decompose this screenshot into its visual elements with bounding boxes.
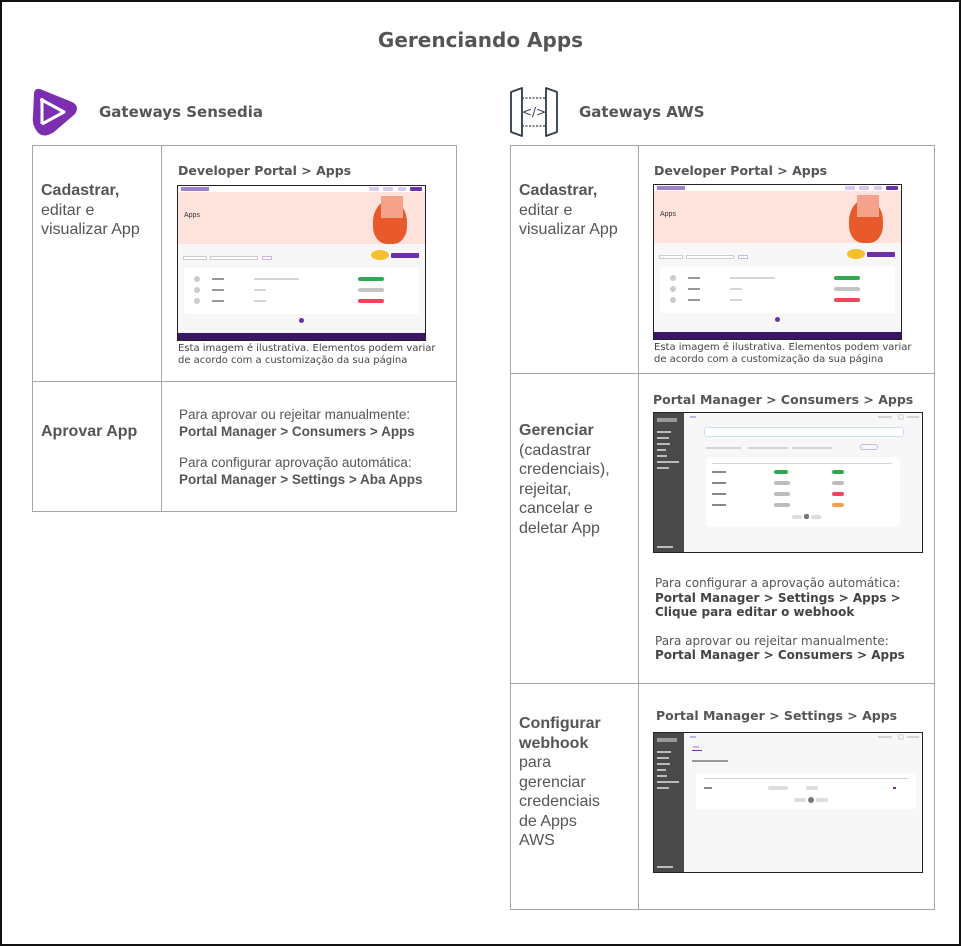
caption-line: Esta imagem é ilustrativa. Elementos podem variar (654, 342, 912, 353)
manage-instructions (655, 576, 905, 663)
dp-nav-button (886, 186, 898, 190)
aws-row-register (511, 146, 934, 373)
sensedia-heading: Gateways Sensedia (99, 103, 263, 121)
pm-logo (657, 418, 677, 422)
aws-row-webhook (511, 683, 934, 909)
dp-nav-link (845, 186, 855, 190)
pm-breadcrumb (690, 736, 696, 738)
pm-tab-apps (693, 746, 699, 748)
pm-cell (712, 504, 726, 506)
dp-create-button (867, 252, 895, 257)
row-label (41, 422, 137, 442)
row-label-cell (33, 146, 162, 381)
dp-logo (657, 186, 685, 190)
pm-status (832, 470, 844, 474)
caption-line: de acordo com a customização da sua página (178, 355, 408, 366)
dp-text (212, 300, 224, 302)
dp-text (254, 289, 266, 291)
pointing-hand-icon (847, 249, 865, 259)
pm-webhook-table (696, 773, 916, 809)
pm-nav-item (657, 455, 667, 457)
sensedia-table (32, 145, 457, 512)
settings-apps-screenshot (653, 732, 923, 873)
pm-page (804, 514, 809, 519)
dp-avatar (670, 297, 676, 303)
dp-text (212, 289, 224, 291)
pm-status (774, 470, 788, 474)
pm-status (832, 481, 844, 485)
breadcrumb: Portal Manager > Settings > Apps (656, 708, 898, 723)
dp-text (688, 288, 700, 290)
dp-text (730, 277, 775, 279)
label-line: editar e (41, 201, 95, 219)
pm-next (811, 515, 821, 519)
pm-page (808, 797, 814, 803)
dp-avatar (194, 287, 200, 293)
label-bold: Configurar (519, 715, 601, 732)
pm-cell (712, 493, 726, 495)
label-line: gerenciar (519, 773, 586, 791)
pm-header (704, 778, 908, 779)
pm-nav-item (657, 449, 666, 451)
pm-nav-item (657, 757, 669, 759)
menu-path: Clique para editar o webhook (655, 605, 855, 619)
label-line: visualizar App (519, 221, 618, 238)
dp-hero-title: Apps (660, 211, 676, 218)
pm-user-name (907, 416, 919, 418)
pm-cell (712, 482, 726, 484)
label-line: AWS (519, 832, 555, 849)
dp-pagination (299, 318, 304, 323)
pm-pill (768, 786, 788, 790)
pm-search-button (860, 444, 878, 450)
dp-app-list (184, 268, 419, 314)
pm-status (774, 503, 790, 507)
aws-heading: Gateways AWS (579, 103, 705, 121)
edit-icon[interactable] (893, 787, 896, 789)
illustration-panel (381, 196, 403, 218)
sensedia-row-register (33, 146, 456, 381)
aws-gateway-icon (508, 86, 560, 138)
dp-text (212, 278, 224, 280)
breadcrumb: Developer Portal > Apps (178, 163, 352, 178)
dp-row (184, 276, 419, 284)
pm-cell (704, 787, 712, 789)
pm-content (684, 413, 922, 552)
dp-row (660, 297, 895, 305)
sensedia-row-approve (33, 381, 456, 511)
pm-prev (792, 515, 802, 519)
pm-nav-item (657, 763, 670, 765)
pm-content (684, 733, 922, 872)
pm-prev (794, 798, 806, 802)
row-content-cell (162, 146, 456, 381)
row-content-cell (639, 374, 934, 683)
pm-nav-item (657, 443, 670, 445)
dp-search-btn (738, 255, 748, 259)
instruction-text: Para configurar aprovação automática: (179, 455, 412, 470)
label-bold: Gerenciar (519, 422, 594, 439)
menu-path: Portal Manager > Settings > Apps > (655, 590, 901, 605)
dp-nav-link (383, 187, 393, 191)
dp-hero (654, 191, 901, 243)
dp-text (254, 300, 266, 302)
menu-path: Portal Manager > Settings > Aba Apps (179, 471, 423, 487)
menu-path: Portal Manager > Consumers > Apps (655, 648, 905, 662)
pm-pill (806, 786, 818, 790)
caption-line: Esta imagem é ilustrativa. Elementos podem variar (178, 343, 436, 354)
pm-nav-item (657, 769, 666, 771)
menu-path: Portal Manager > Consumers > Apps (179, 423, 415, 439)
row-label-cell (511, 146, 639, 373)
pm-filter (706, 447, 741, 449)
label-line: rejeitar, (519, 480, 572, 498)
dp-filter (183, 256, 207, 260)
instruction-text: Para aprovar ou rejeitar manualmente: (179, 407, 411, 422)
dp-status (358, 299, 384, 303)
label-line: editar e (519, 201, 573, 219)
pm-breadcrumb (690, 416, 696, 418)
aws-header (508, 86, 705, 138)
instruction-text: Para aprovar ou rejeitar manualmente: (655, 633, 889, 648)
dp-nav-link (369, 187, 379, 191)
dp-row (184, 298, 419, 306)
dp-avatar (670, 275, 676, 281)
dp-hero-title: Apps (184, 212, 200, 219)
dp-text (254, 278, 299, 280)
pm-status (774, 492, 790, 496)
sensedia-header (28, 86, 263, 138)
row-content-cell (162, 382, 456, 511)
sensedia-logo-icon (28, 86, 82, 138)
dp-avatar (670, 286, 676, 292)
label-line: deletar App (519, 519, 600, 537)
developer-portal-screenshot (177, 185, 426, 341)
row-label (519, 421, 610, 538)
dp-hero (178, 192, 425, 244)
pm-logo (657, 738, 677, 742)
pm-nav-item (657, 775, 667, 777)
dp-row (660, 286, 895, 294)
dp-nav-link (874, 186, 882, 190)
svg-text:</>: </> (521, 105, 547, 119)
label-line: cancelar e (519, 500, 593, 517)
row-label-cell (511, 684, 639, 909)
pm-next (816, 798, 828, 802)
pm-tab-underline (692, 750, 702, 751)
consumers-apps-screenshot (653, 412, 923, 553)
row-content-cell (639, 684, 934, 909)
dp-search (210, 256, 258, 260)
approve-instructions (179, 407, 423, 488)
dp-footer (654, 332, 901, 339)
pm-header (712, 463, 892, 464)
row-label-cell (33, 382, 162, 511)
row-label (519, 714, 601, 851)
breadcrumb: Portal Manager > Consumers > Apps (653, 392, 914, 407)
dp-nav-link (859, 186, 869, 190)
pm-status (774, 481, 790, 485)
dp-app-list (660, 267, 895, 313)
pm-nav-item (657, 431, 671, 433)
row-content-cell (639, 146, 934, 373)
dp-footer (178, 333, 425, 340)
pm-footer-logo (657, 866, 673, 868)
pointing-hand-icon (371, 250, 389, 260)
dp-search (686, 255, 734, 259)
dp-logo (181, 187, 209, 191)
label-bold: Cadastrar, (41, 182, 120, 199)
label-bold: Cadastrar, (519, 182, 598, 199)
dp-status (834, 287, 860, 291)
pm-sidebar (654, 733, 684, 872)
instruction-text: Para configurar a aprovação automática: (655, 576, 901, 590)
label-line: para (519, 754, 552, 771)
dp-nav-link (398, 187, 406, 191)
dp-text (730, 299, 742, 301)
label-bold: Aprovar App (41, 423, 138, 440)
caption (178, 343, 436, 367)
aws-table (510, 145, 935, 910)
label-line: credenciais (519, 793, 600, 810)
pm-status (832, 492, 844, 496)
pm-avatar (898, 734, 904, 740)
pm-filter (748, 447, 788, 449)
pm-section-title (692, 760, 728, 762)
dp-row (660, 275, 895, 283)
row-label (519, 181, 618, 240)
dp-status (834, 298, 860, 302)
dp-create-button (391, 253, 419, 258)
breadcrumb: Developer Portal > Apps (654, 163, 828, 178)
dp-nav-button (410, 187, 422, 191)
dp-text (688, 299, 700, 301)
caption-line: de acordo com a customização da sua página (654, 354, 884, 365)
row-label-cell (511, 374, 639, 683)
pm-filter (792, 447, 832, 449)
label-line: de Apps (519, 812, 577, 830)
pm-nav-item (657, 467, 669, 469)
dp-avatar (194, 298, 200, 304)
pm-user (878, 416, 892, 418)
pm-nav-item (657, 751, 671, 753)
dp-pagination (775, 317, 780, 322)
dp-text (730, 288, 742, 290)
pm-user (878, 736, 892, 738)
dp-status (358, 277, 384, 281)
dp-avatar (194, 276, 200, 282)
pm-nav-item (657, 437, 669, 439)
dp-search-btn (262, 256, 272, 260)
developer-portal-screenshot (653, 184, 902, 340)
illustration-panel (857, 195, 879, 217)
row-label (41, 181, 140, 240)
pm-nav-item (657, 787, 669, 789)
label-line: credenciais), (519, 461, 610, 478)
pm-user-name (907, 736, 919, 738)
dp-status (358, 288, 384, 292)
label-line: visualizar App (41, 221, 140, 238)
pm-cell (712, 471, 726, 473)
caption (654, 342, 912, 366)
dp-status (834, 276, 860, 280)
label-bold: webhook (519, 734, 589, 752)
pm-nav-item (657, 781, 679, 783)
dp-text (688, 277, 700, 279)
label-line: (cadastrar (519, 441, 592, 459)
dp-row (184, 287, 419, 295)
page-title: Gerenciando Apps (377, 28, 584, 52)
dp-filter (659, 255, 683, 259)
pm-apps-table (706, 457, 900, 527)
pm-status (832, 503, 844, 507)
pm-footer-logo (657, 546, 673, 548)
pm-nav-item (657, 461, 679, 463)
aws-row-manage (511, 373, 934, 683)
pm-sidebar (654, 413, 684, 552)
pm-avatar (898, 414, 904, 420)
pm-info-banner (704, 427, 904, 437)
